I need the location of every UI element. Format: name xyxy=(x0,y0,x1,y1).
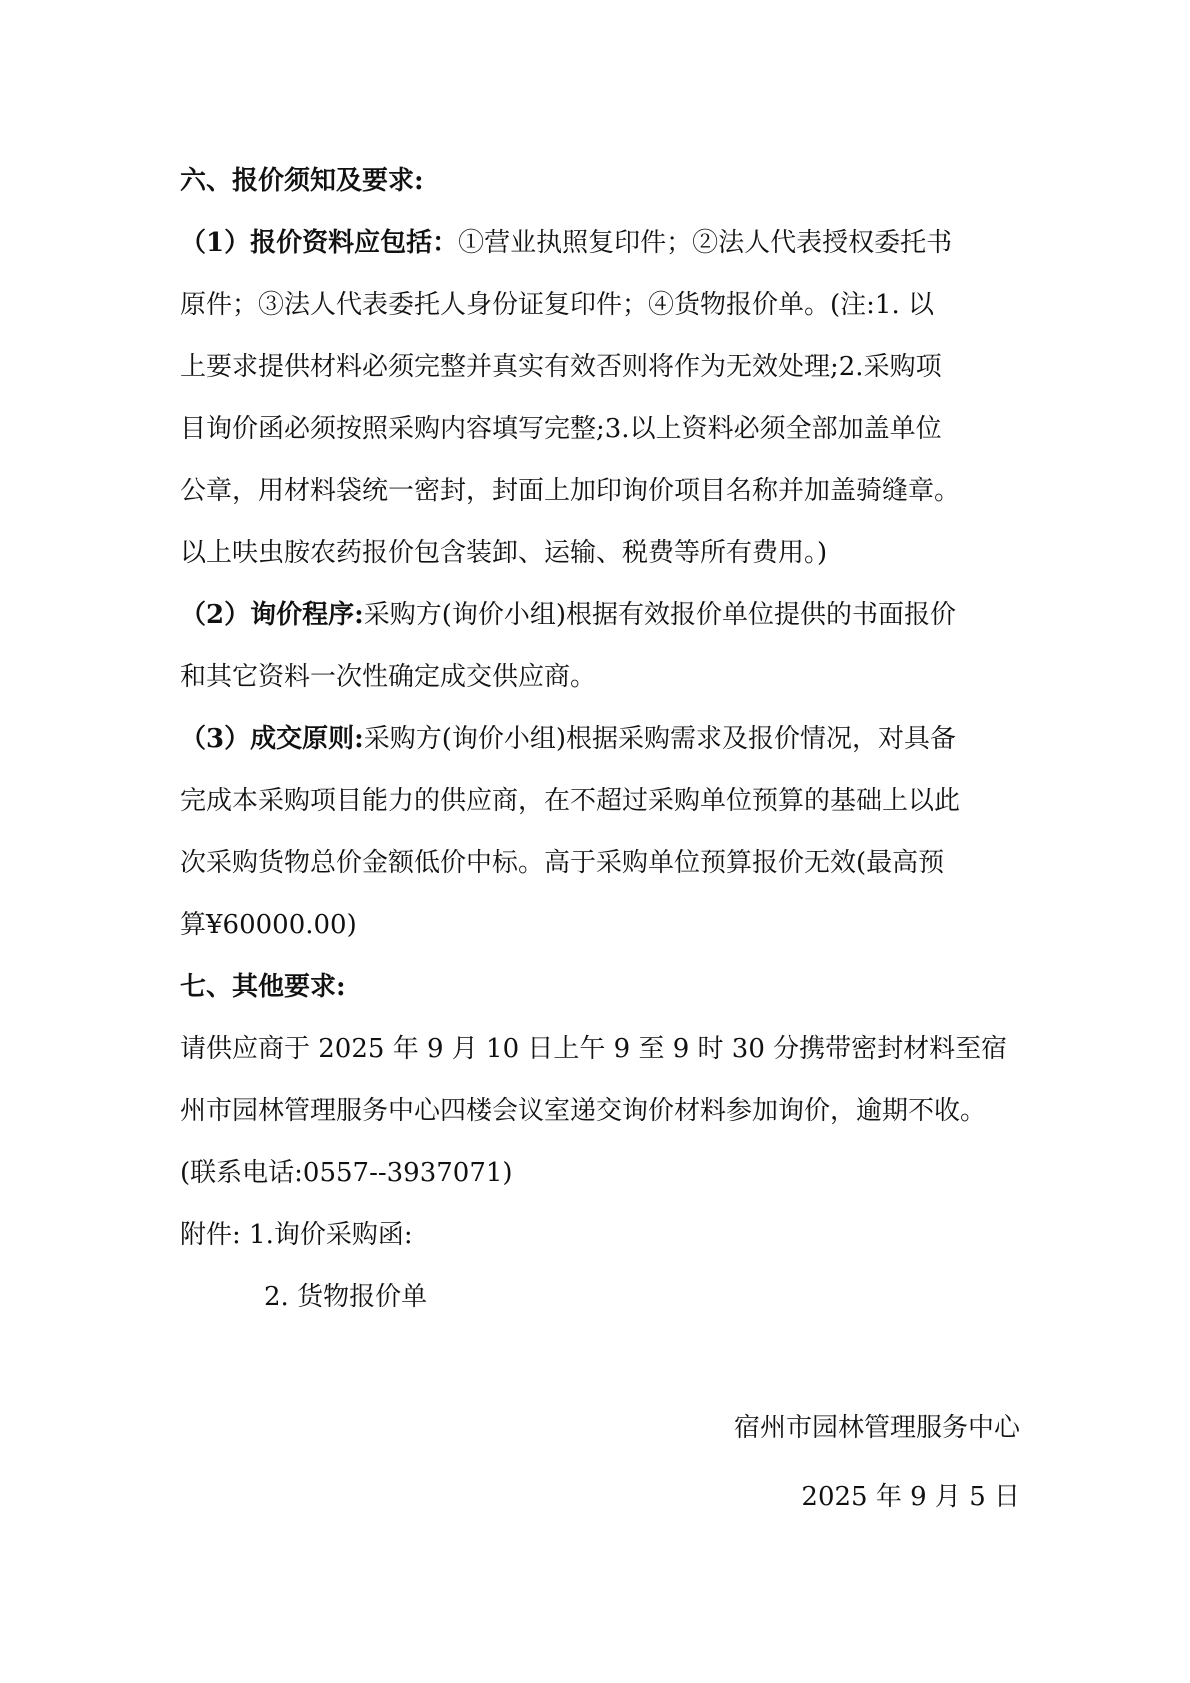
item1-text-start: ①营业执照复印件；②法人代表授权委托书 xyxy=(458,228,953,258)
item2-line-1 xyxy=(180,584,1020,646)
item1-line-6: 以上呋虫胺农药报价包含装卸、运输、税费等所有费用。) xyxy=(180,538,828,568)
section6-heading: 六、报价须知及要求: xyxy=(180,166,424,196)
signature-date: 2025 年 9 月 5 日 xyxy=(801,1482,1020,1512)
item3-line-2: 完成本采购项目能力的供应商，在不超过采购单位预算的基础上以此 xyxy=(180,786,961,816)
item2-label: （2）询价程序: xyxy=(180,600,364,630)
attachments-line-2: 2. 货物报价单 xyxy=(264,1282,428,1312)
item2-text-start: 采购方(询价小组)根据有效报价单位提供的书面报价 xyxy=(363,600,956,630)
item1-line-2: 原件；③法人代表委托人身份证复印件；④货物报价单。(注:1. 以 xyxy=(180,290,934,320)
item3-line-4: 算¥60000.00) xyxy=(180,910,357,940)
item1-line-5: 公章，用材料袋统一密封，封面上加印询价项目名称并加盖骑缝章。 xyxy=(180,476,961,506)
item3-line-1 xyxy=(180,708,1020,770)
item3-line-3: 次采购货物总价金额低价中标。高于采购单位预算报价无效(最高预 xyxy=(180,848,945,878)
section7-line-2: 州市园林管理服务中心四楼会议室递交询价材料参加询价，逾期不收。 xyxy=(180,1096,987,1126)
section7-heading: 七、其他要求: xyxy=(180,972,346,1002)
attachments-line-1: 附件: 1.询价采购函: xyxy=(180,1220,413,1250)
item3-label: （3）成交原则: xyxy=(180,724,364,754)
item1-line-3: 上要求提供材料必须完整并真实有效否则将作为无效处理;2.采购项 xyxy=(180,352,942,382)
signature-organization: 宿州市园林管理服务中心 xyxy=(733,1413,1020,1443)
item3-text-start: 采购方(询价小组)根据采购需求及报价情况，对具备 xyxy=(363,724,956,754)
item1-label: （1）报价资料应包括： xyxy=(180,228,459,258)
item2-line-2: 和其它资料一次性确定成交供应商。 xyxy=(180,662,597,692)
item1-line-4: 目询价函必须按照采购内容填写完整;3.以上资料必须全部加盖单位 xyxy=(180,414,942,444)
item1-line-1 xyxy=(180,212,1020,274)
contact-phone-line: (联系电话:0557--3937071) xyxy=(180,1158,513,1188)
document-body xyxy=(180,150,1020,1328)
section7-line-1: 请供应商于 2025 年 9 月 10 日上午 9 至 9 时 30 分携带密封材料至宿 xyxy=(180,1034,1008,1064)
